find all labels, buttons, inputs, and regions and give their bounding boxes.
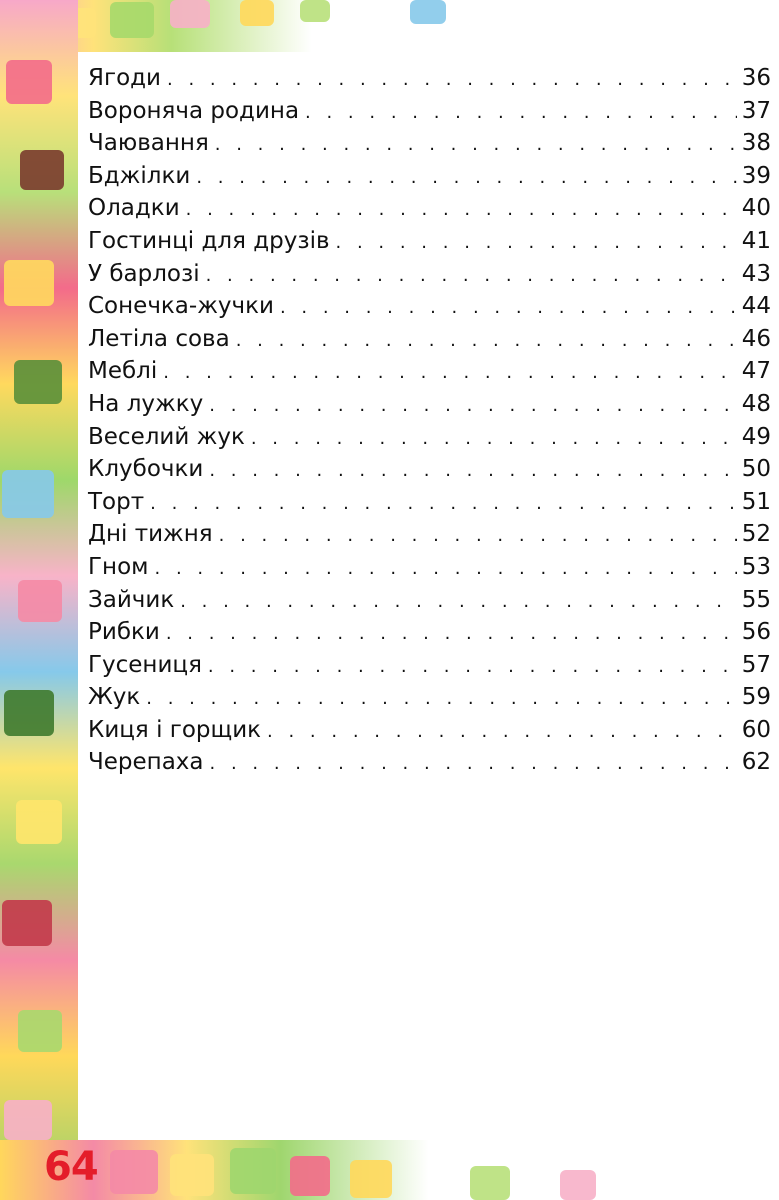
toc-entry [88, 551, 771, 584]
toc-entry-page: 43 [741, 260, 771, 287]
table-of-contents [88, 62, 771, 779]
toc-entry-page: 44 [741, 293, 771, 320]
toc-entry-page: 52 [741, 521, 771, 548]
toc-entry-page: 37 [741, 97, 771, 124]
toc-entry-title: Гостинці для друзів [88, 227, 330, 254]
toc-entry-title: Зайчик [88, 586, 175, 613]
toc-entry-page: 40 [741, 195, 771, 222]
toc-entry [88, 95, 771, 128]
puzzle-border-left [0, 0, 78, 1200]
dot-leader [166, 618, 737, 650]
dot-leader [236, 325, 737, 357]
page-number: 64 [44, 1144, 98, 1190]
dot-leader [267, 716, 737, 748]
toc-entry-page: 62 [741, 749, 771, 776]
toc-entry-title: Летіла сова [88, 325, 230, 352]
dot-leader [208, 651, 737, 683]
toc-entry-title: Гном [88, 553, 149, 580]
toc-entry [88, 616, 771, 649]
puzzle-border-top [0, 0, 779, 52]
toc-entry-title: Киця і горщик [88, 716, 262, 743]
toc-entry-title: Чаювання [88, 130, 209, 157]
toc-entry-title: Дні тижня [88, 521, 213, 548]
toc-entry [88, 453, 771, 486]
toc-entry [88, 421, 771, 454]
toc-entry-page: 49 [741, 423, 771, 450]
toc-entry [88, 225, 771, 258]
toc-entry-page: 57 [741, 651, 771, 678]
toc-entry [88, 323, 771, 356]
dot-leader [336, 227, 737, 259]
toc-entry [88, 746, 771, 779]
dot-leader [163, 357, 737, 389]
toc-entry-page: 56 [741, 619, 771, 646]
toc-entry-title: Оладки [88, 195, 180, 222]
toc-entry-page: 38 [741, 130, 771, 157]
toc-entry [88, 584, 771, 617]
toc-entry [88, 355, 771, 388]
dot-leader [186, 194, 737, 226]
toc-page [78, 52, 779, 1140]
toc-entry [88, 714, 771, 747]
dot-leader [196, 162, 737, 194]
dot-leader [146, 683, 737, 715]
toc-entry-page: 36 [741, 65, 771, 91]
toc-entry [88, 649, 771, 682]
toc-entry-page: 46 [741, 325, 771, 352]
toc-entry [88, 160, 771, 193]
toc-entry-title: Меблі [88, 358, 158, 385]
toc-entry-page: 59 [741, 684, 771, 711]
toc-entry-title: Гусениця [88, 651, 202, 678]
toc-entry-title: Черепаха [88, 749, 204, 776]
dot-leader [251, 423, 737, 455]
dot-leader [180, 586, 737, 618]
toc-entry [88, 62, 771, 95]
toc-entry-page: 41 [741, 227, 771, 254]
dot-leader [150, 488, 737, 520]
toc-entry-page: 47 [741, 358, 771, 385]
toc-entry-title: Клубочки [88, 456, 204, 483]
toc-entry-title: Рибки [88, 619, 160, 646]
toc-entry-title: Веселий жук [88, 423, 245, 450]
puzzle-border-bottom [0, 1140, 779, 1200]
toc-entry-page: 55 [741, 586, 771, 613]
toc-entry [88, 290, 771, 323]
toc-entry-title: Торт [88, 488, 145, 515]
toc-entry-page: 39 [741, 162, 771, 189]
dot-leader [209, 455, 737, 487]
toc-entry [88, 258, 771, 291]
toc-entry-title: На лужку [88, 390, 204, 417]
toc-entry-title: Ягоди [88, 65, 161, 91]
dot-leader [219, 520, 737, 552]
dot-leader [210, 748, 737, 780]
toc-entry-title: Бджілки [88, 162, 191, 189]
toc-entry-page: 53 [741, 553, 771, 580]
toc-entry [88, 127, 771, 160]
dot-leader [167, 64, 737, 96]
toc-entry [88, 681, 771, 714]
toc-entry-title: Сонечка-жучки [88, 293, 274, 320]
dot-leader [155, 553, 738, 585]
toc-entry-page: 60 [741, 716, 771, 743]
toc-entry-page: 51 [741, 488, 771, 515]
dot-leader [206, 260, 737, 292]
toc-entry [88, 486, 771, 519]
toc-entry-page: 48 [741, 390, 771, 417]
toc-entry [88, 388, 771, 421]
toc-entry-title: Вороняча родина [88, 97, 300, 124]
dot-leader [209, 390, 737, 422]
toc-entry-page: 50 [741, 456, 771, 483]
dot-leader [305, 97, 737, 129]
dot-leader [215, 129, 737, 161]
dot-leader [280, 292, 737, 324]
toc-entry [88, 192, 771, 225]
toc-entry-title: Жук [88, 684, 141, 711]
toc-entry-title: У барлозі [88, 260, 200, 287]
toc-entry [88, 518, 771, 551]
